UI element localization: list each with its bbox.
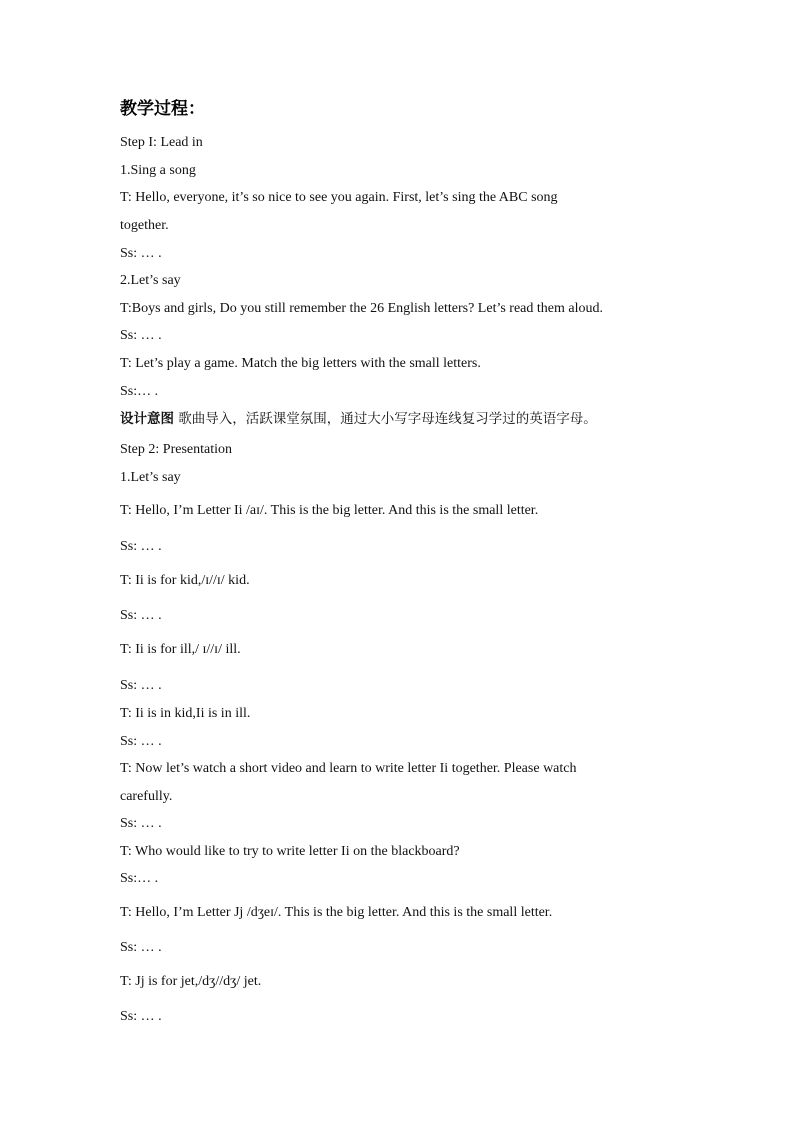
design-intent [120,410,597,429]
teacher-line: T: Hello, I’m Letter Ii /aɪ/. This is the big letter. And this is the small letter. [120,503,539,518]
teacher-line: T: Hello, everyone, it’s so nice to see you again. First, let’s sing the ABC song [120,190,558,205]
design-intent-text: 歌曲导入，活跃课堂氛围，通过大小写字母连线复习学过的英语字母。 [174,411,597,427]
students-line: Ss: … . [120,816,162,831]
teacher-line-cont: together. [120,218,169,233]
teacher-line: T: Jj is for jet,/dʒ//dʒ/ jet. [120,974,262,989]
teacher-line: T: Ii is for ill,/ ɪ//ɪ/ ill. [120,642,241,657]
design-intent-label: 设计意图 [120,411,174,427]
section-heading: 教学过程： [120,99,205,119]
students-line: Ss:… . [120,871,159,886]
students-line: Ss: … . [120,678,162,693]
teacher-line: T: Ii is for kid,/ɪ//ɪ/ kid. [120,573,250,588]
teacher-line: T: Now let’s watch a short video and learn to write letter Ii together. Please watch [120,761,577,776]
sing-title: 1.Sing a song [120,163,196,178]
teacher-line: T: Ii is in kid,Ii is in ill. [120,706,251,721]
teacher-line: T: Who would like to try to write letter Ii on the blackboard? [120,844,460,859]
teacher-line: T: Hello, I’m Letter Jj /dʒeɪ/. This is the big letter. And this is the small letter. [120,905,553,920]
students-line: Ss:… . [120,384,159,399]
teacher-line-cont: carefully. [120,789,173,804]
students-line: Ss: … . [120,1009,162,1024]
students-line: Ss: … . [120,539,162,554]
students-line: Ss: … . [120,328,162,343]
teacher-line: T: Let’s play a game. Match the big letters with the small letters. [120,356,481,371]
say-title: 1.Let’s say [120,470,181,485]
students-line: Ss: … . [120,246,162,261]
say-title: 2.Let’s say [120,273,181,288]
teacher-line: T:Boys and girls, Do you still remember the 26 English letters? Let’s read them aloud. [120,301,603,316]
students-line: Ss: … . [120,734,162,749]
students-line: Ss: … . [120,940,162,955]
step2-title: Step 2: Presentation [120,442,232,457]
step1-title: Step I: Lead in [120,135,203,150]
students-line: Ss: … . [120,608,162,623]
